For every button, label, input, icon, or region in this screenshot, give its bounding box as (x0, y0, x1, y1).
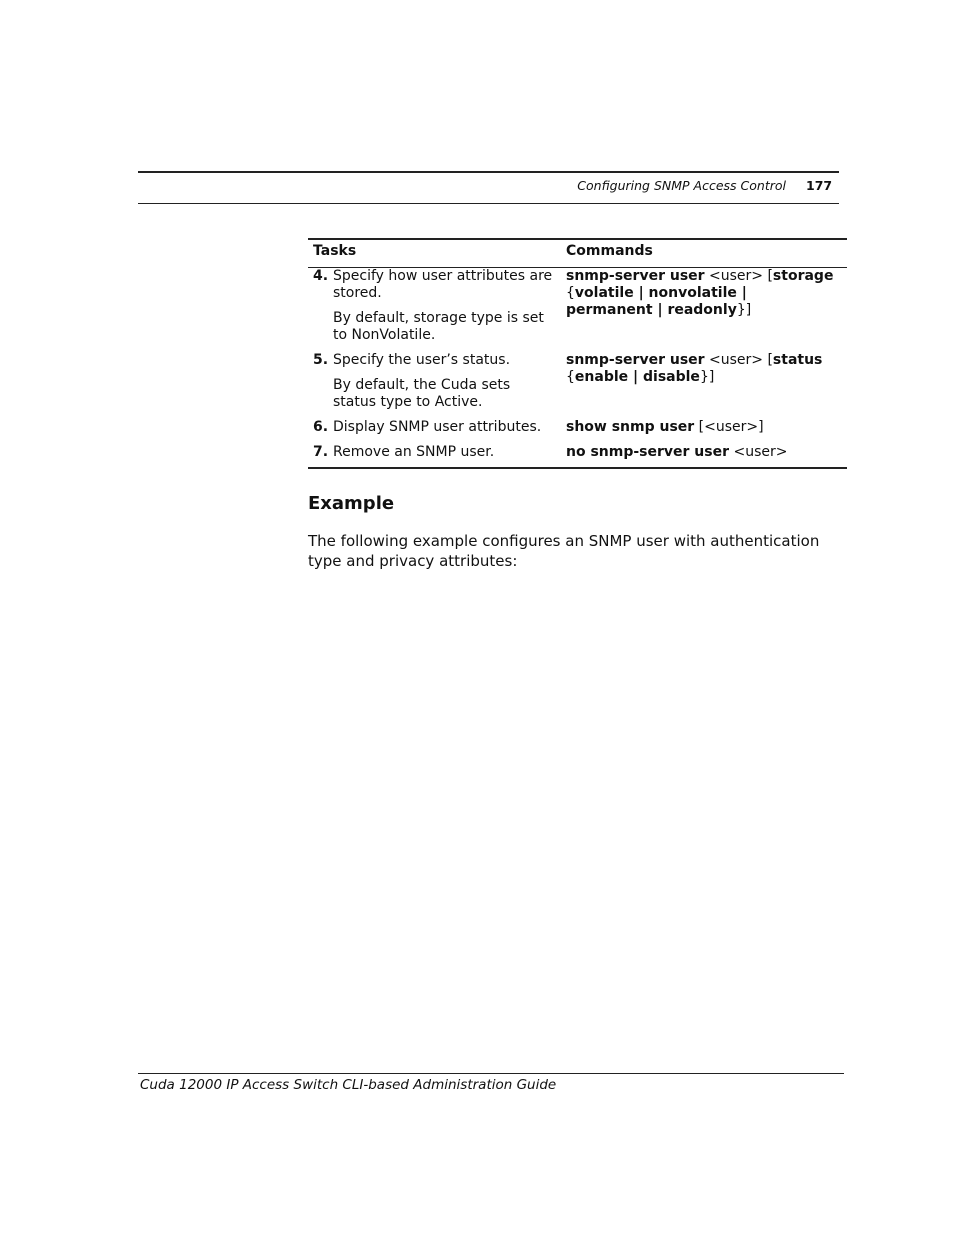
command-keyword: enable | disable (574, 369, 700, 385)
running-header-title: Configuring SNMP Access Control (577, 178, 786, 193)
table-top-rule (308, 238, 847, 240)
command-text: <user> (729, 444, 788, 460)
command-keyword: volatile | nonvolatile | permanent | readonly (566, 285, 747, 318)
command-keyword: no snmp-server user (566, 444, 730, 460)
task-note: By default, the Cuda sets status type to Active. (333, 377, 511, 410)
column-header-tasks: Tasks (313, 243, 357, 259)
task-description: Display SNMP user attributes. (333, 419, 542, 435)
command-text: }] (699, 369, 715, 385)
page-number: 177 (806, 178, 833, 193)
task-number: 5. (313, 352, 329, 368)
command-keyword: snmp-server user (566, 268, 705, 284)
command-keyword: snmp-server user (566, 352, 705, 368)
header-rule-bottom (138, 203, 839, 204)
footer-title: Cuda 12000 IP Access Switch CLI-based Administration Guide (140, 1077, 557, 1093)
task-description: Specify how user attributes are stored. (333, 268, 553, 301)
task-number: 4. (313, 268, 329, 284)
command-text: <user> [ (704, 268, 773, 284)
task-number: 7. (313, 444, 329, 460)
column-header-commands: Commands (566, 243, 653, 259)
header-rule-top (138, 171, 839, 173)
command-text: { (566, 285, 575, 301)
section-heading: Example (308, 493, 395, 514)
command-text: { (566, 369, 575, 385)
task-number: 6. (313, 419, 329, 435)
command-text: }] (736, 302, 752, 318)
command-syntax (566, 419, 836, 436)
command-syntax (566, 268, 836, 319)
task-description: Specify the user’s status. (333, 352, 511, 368)
command-text: <user> [ (704, 352, 773, 368)
footer-rule (138, 1073, 844, 1074)
command-keyword: storage (772, 268, 834, 284)
command-syntax (566, 444, 836, 461)
command-keyword: status (772, 352, 823, 368)
section-paragraph: The following example configures an SNMP user with authentication type and privacy attributes: (308, 532, 820, 570)
task-description: Remove an SNMP user. (333, 444, 495, 460)
command-syntax (566, 352, 836, 386)
command-keyword: show snmp user (566, 419, 695, 435)
task-note: By default, storage type is set to NonVolatile. (333, 310, 544, 343)
command-text: [<user>] (694, 419, 764, 435)
table-bottom-rule (308, 467, 847, 469)
